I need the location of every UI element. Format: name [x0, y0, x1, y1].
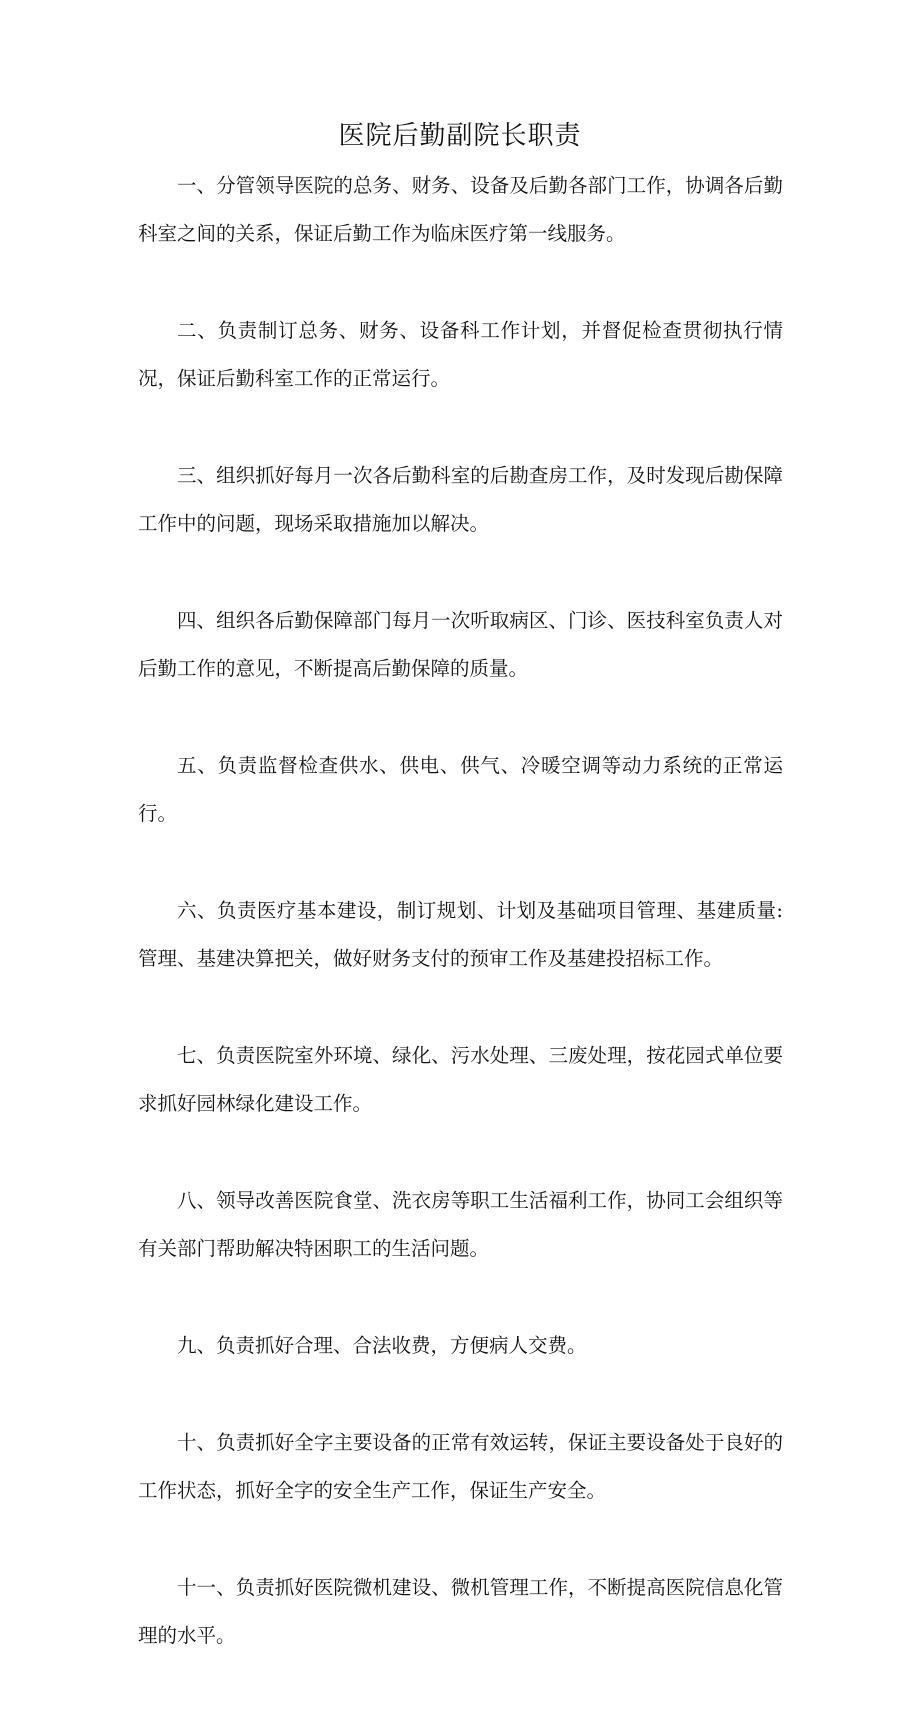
paragraph-11: 十一、负责抓好医院微机建设、微机管理工作，不断提高医院信息化管理的水平。: [138, 1576, 783, 1647]
document-body: [138, 162, 783, 1709]
paragraph-8: 八、领导改善医院食堂、洗衣房等职工生活福利工作，协同工会组织等有关部门帮助解决特困职工的生活问题。: [138, 1189, 783, 1260]
paragraph-10: 十、负责抓好全字主要设备的正常有效运转，保证主要设备处于良好的工作状态，抓好全字的安全生产工作，保证生产安全。: [138, 1431, 783, 1502]
paragraph-3: 三、组织抓好每月一次各后勤科室的后勘查房工作，及时发现后勘保障工作中的问题，现场采取措施加以解决。: [138, 464, 783, 535]
paragraph-2: 二、负责制订总务、财务、设备科工作计划，并督促检查贯彻执行情况，保证后勤科室工作的正常运行。: [138, 319, 783, 390]
paragraph-4: 四、组织各后勤保障部门每月一次听取病区、门诊、医技科室负责人对后勤工作的意见，不断提高后勤保障的质量。: [138, 609, 783, 680]
paragraph-9: 九、负责抓好合理、合法收费，方便病人交费。: [177, 1334, 587, 1357]
document-title: 医院后勤副院长职责: [338, 121, 582, 151]
paragraph-1: 一、分管领导医院的总务、财务、设备及后勤各部门工作，协调各后勤科室之间的关系，保证后勤工作为临床医疗第一线服务。: [138, 174, 783, 245]
paragraph-5: 五、负责监督检查供水、供电、供气、冷暖空调等动力系统的正常运行。: [138, 754, 783, 825]
paragraph-7: 七、负责医院室外环境、绿化、污水处理、三废处理，按花园式单位要求抓好园林绿化建设工作。: [138, 1044, 783, 1115]
paragraph-6: 六、负责医疗基本建设，制订规划、计划及基础项目管理、基建质量:管理、基建决算把关，做好财务支付的预审工作及基建投招标工作。: [138, 899, 783, 970]
